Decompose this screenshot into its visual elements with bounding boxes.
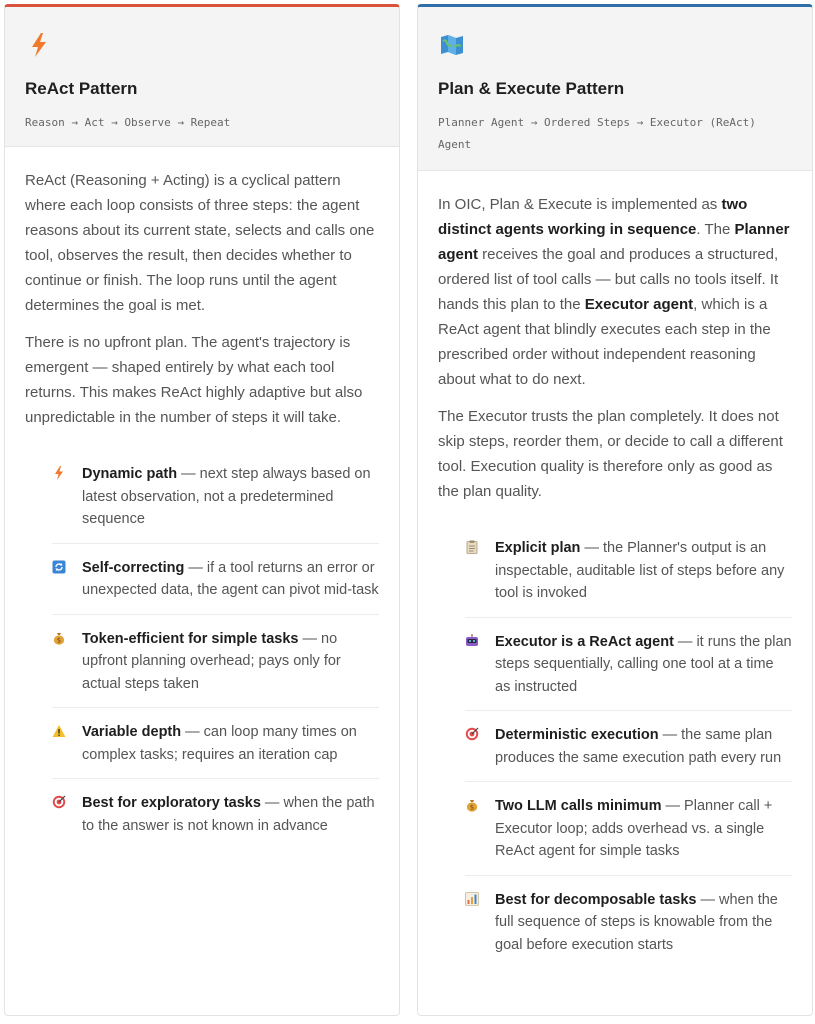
plan-card-body: [418, 171, 812, 968]
feature-desc: — when the full sequence of steps is knowable from the goal before execution starts: [495, 891, 778, 953]
feature-desc: — the same plan produces the same execution path every run: [495, 727, 782, 766]
feature-desc: — if a tool returns an error or unexpected data, the agent can pivot mid-task: [82, 559, 379, 598]
list-item: [465, 618, 792, 712]
svg-text:$: $: [56, 636, 62, 644]
feature-title: Dynamic path: [82, 466, 178, 482]
target-icon: [465, 727, 479, 741]
target-icon: [52, 795, 66, 809]
map-icon: [438, 31, 466, 59]
feature-desc: — no upfront planning overhead; pays only for actual steps taken: [82, 630, 341, 692]
warning-icon: [52, 724, 66, 738]
feature-desc: — the Planner's output is an inspectable, auditable list of steps before any tool is invoked: [495, 540, 785, 601]
feature-list: [438, 524, 792, 968]
paragraph: There is no upfront plan. The agent's trajectory is emergent — shaped entirely by what each tool returns. This makes ReAct highly adaptive but also unpredictable in the number of steps it will take.: [25, 334, 363, 426]
react-pattern-card: [4, 4, 400, 1016]
feature-title: Explicit plan: [495, 540, 581, 556]
react-card-header: [5, 7, 399, 147]
feature-desc: — Planner call + Executor loop; adds overhead vs. a single ReAct agent for simple tasks: [495, 798, 773, 859]
feature-title: Best for decomposable tasks: [495, 891, 697, 908]
plan-execute-card: [417, 4, 813, 1016]
feature-desc: — next step always based on latest observation, not a predetermined sequence: [82, 466, 371, 527]
feature-title: Variable depth: [82, 724, 182, 740]
chart-icon: [465, 892, 479, 906]
paragraph: ReAct (Reasoning + Acting) is a cyclical pattern where each loop consists of three steps: the agent reasons about its current state, selects and calls one tool, observes the result, then decides whether to continue or finish. The loop runs until the agent determines the goal is met.: [25, 172, 375, 314]
lightning-icon: [25, 31, 53, 59]
flow-caption: Reason → Act → Observe → Repeat: [25, 116, 231, 129]
list-item: [465, 711, 792, 782]
feature-title: Two LLM calls minimum: [495, 798, 662, 814]
feature-desc: — it runs the plan steps sequentially, calling one tool at a time as instructed: [495, 633, 792, 695]
feature-desc: — when the path to the answer is not known in advance: [82, 795, 375, 834]
paragraph: The Executor trusts the plan completely. It does not skip steps, reorder them, or decide to call a different tool. Execution quality is therefore only as good as the plan quality.: [438, 408, 783, 500]
feature-title: Self-correcting: [82, 559, 185, 576]
lightning-icon: [52, 466, 66, 480]
list-item: [52, 779, 379, 849]
page-title: Plan & Execute Pattern: [438, 79, 625, 98]
feature-title: Executor is a ReAct agent: [495, 633, 674, 650]
robot-icon: [465, 634, 479, 648]
plan-card-header: [418, 7, 812, 171]
paragraph: In OIC, Plan & Execute is implemented as two distinct agents working in sequence. The Planner agent receives the goal and produces a structured, ordered list of tool calls — but calls no tools itself. It hands this plan to the Executor agent, which is a ReAct agent that blindly executes each step in the prescribed order without independent reasoning about what to do next.: [438, 196, 790, 388]
react-card-body: [5, 147, 399, 849]
list-item: [465, 524, 792, 618]
feature-title: Best for exploratory tasks: [82, 795, 261, 811]
money-bag-icon: [52, 631, 66, 645]
list-item: [465, 876, 792, 969]
list-item: [52, 708, 379, 779]
feature-title: Token-efficient for simple tasks: [82, 630, 299, 647]
feature-desc: — can loop many times on complex tasks; requires an iteration cap: [82, 724, 357, 763]
clipboard-icon: [465, 540, 479, 554]
feature-list: [25, 450, 379, 849]
list-item: [465, 782, 792, 876]
feature-title: Deterministic execution: [495, 727, 659, 743]
list-item: [52, 450, 379, 544]
list-item: [52, 615, 379, 709]
refresh-icon: [52, 560, 66, 574]
svg-text:$: $: [469, 803, 475, 812]
list-item: [52, 544, 379, 615]
page-title: ReAct Pattern: [25, 79, 138, 98]
flow-caption: Planner Agent → Ordered Steps → Executor (ReAct) Agent: [438, 116, 756, 151]
money-bag-icon: [465, 798, 479, 812]
